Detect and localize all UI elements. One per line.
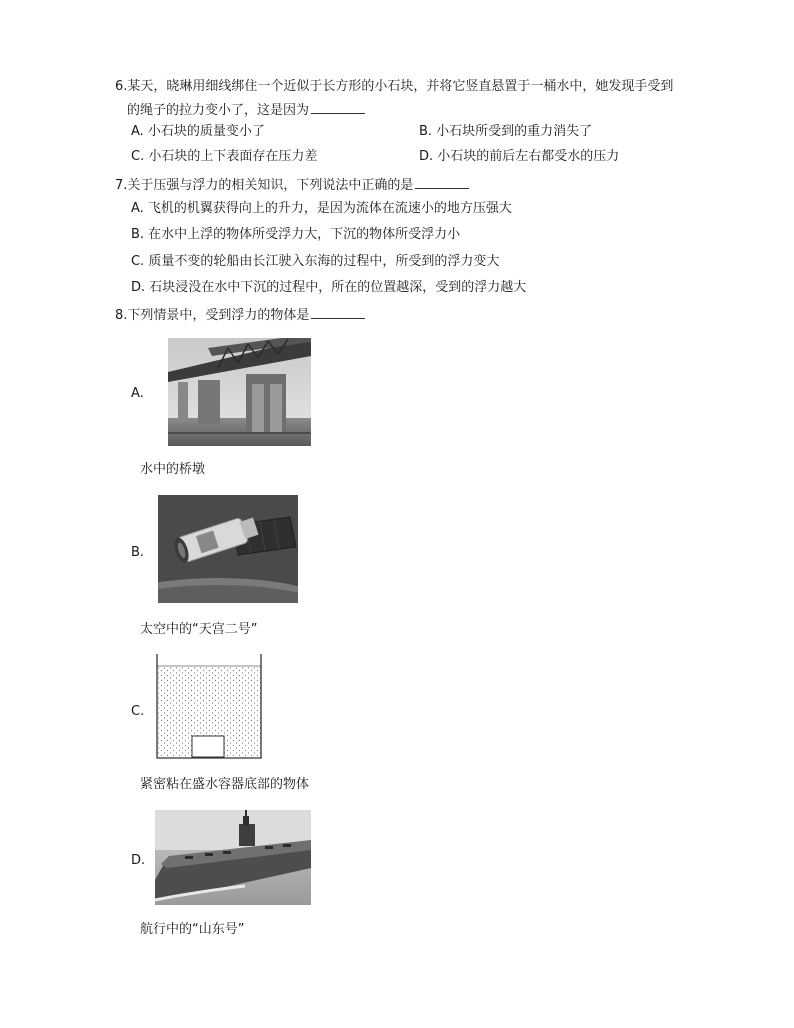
q8-option-d-letter: D. [131, 853, 146, 868]
aircraft-carrier-photo [155, 810, 311, 905]
q7-stem: 7.关于压强与浮力的相关知识，下列说法中正确的是 [115, 176, 469, 194]
q8-option-d-caption: 航行中的“山东号” [140, 922, 245, 937]
q8-option-b-letter: B. [131, 545, 145, 560]
answer-blank [311, 101, 365, 114]
q8-option-b-caption: 太空中的“天宫二号” [140, 622, 258, 637]
space-station-photo [158, 495, 298, 603]
q6-stem-line2: 的绳子的拉力变小了，这是因为 [127, 101, 365, 119]
q7-option-a: A. 飞机的机翼获得向上的升力，是因为流体在流速小的地方压强大 [131, 201, 512, 216]
container-diagram [154, 654, 264, 760]
bridge-pier-photo [168, 338, 311, 446]
q6-stem-line1: 6.某天，晓琳用细线绑住一个近似于长方形的小石块，并将它竖直悬置于一桶水中，她发现手受到 [115, 79, 674, 94]
q6-option-c: C. 小石块的上下表面存在压力差 [131, 149, 318, 164]
q8-option-c-caption: 紧密粘在盛水容器底部的物体 [140, 777, 310, 792]
q6-option-d: D. 小石块的前后左右都受水的压力 [419, 149, 620, 164]
q8-option-c-letter: C. [131, 704, 145, 719]
q7-option-d: D. 石块浸没在水中下沉的过程中，所在的位置越深，受到的浮力越大 [131, 280, 527, 295]
answer-blank [415, 176, 469, 189]
q7-option-b: B. 在水中上浮的物体所受浮力大，下沉的物体所受浮力小 [131, 227, 461, 242]
q8-option-a-caption: 水中的桥墩 [140, 462, 206, 477]
q6-option-b: B. 小石块所受到的重力消失了 [419, 124, 593, 139]
answer-blank [311, 306, 365, 319]
q8-stem: 8.下列情景中，受到浮力的物体是 [115, 306, 365, 324]
q8-option-a-letter: A. [131, 386, 144, 401]
q7-option-c: C. 质量不变的轮船由长江驶入东海的过程中，所受到的浮力变大 [131, 254, 500, 269]
q6-option-a: A. 小石块的质量变小了 [131, 124, 265, 139]
